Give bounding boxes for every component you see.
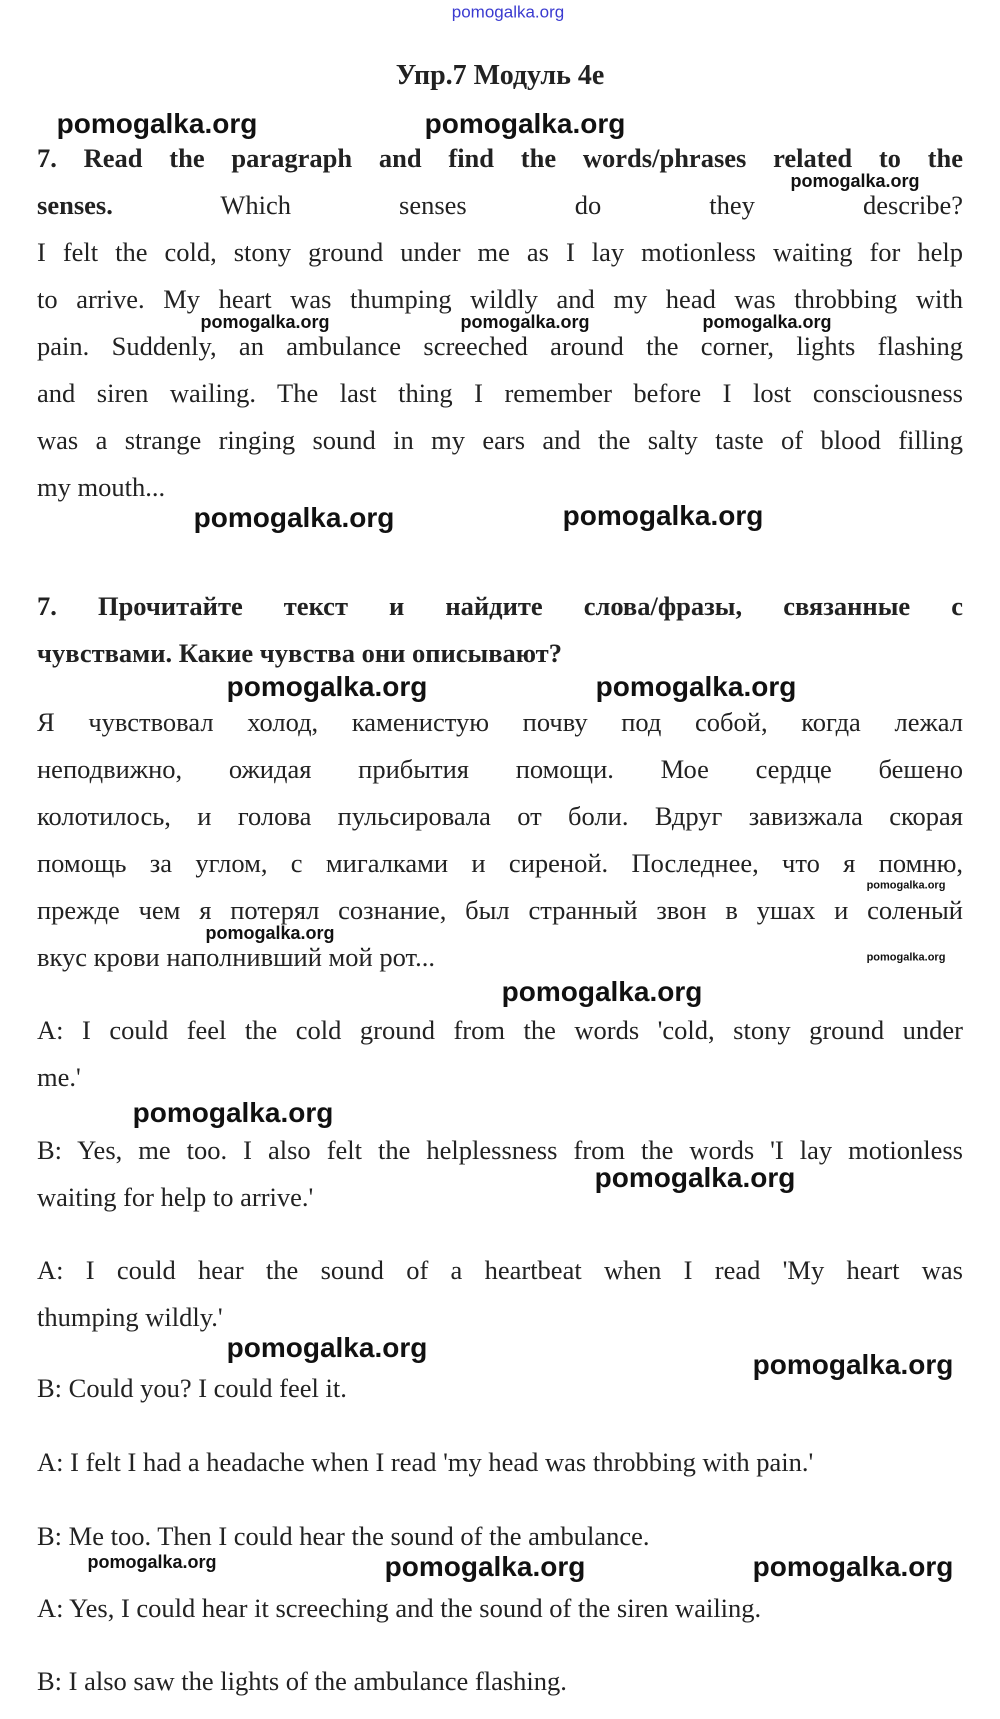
task-ru-heading-line: 7. Прочитайте текст и найдите слова/фразы, связанные с: [37, 590, 963, 621]
text-line: B: Me too. Then I could hear the sound of the ambulance.: [37, 1520, 650, 1551]
watermark: pomogalka.org: [226, 1332, 428, 1363]
page-title: Упр.7 Модуль 4е: [395, 60, 605, 91]
text-line: to arrive. My heart was thumping wildly and my head was throbbing with: [37, 283, 963, 314]
dialogue-line: [37, 1584, 963, 1641]
watermark: pomogalka.org: [132, 1097, 334, 1128]
text-line: thumping wildly.': [37, 1301, 223, 1332]
watermark: pomogalka.org: [702, 312, 832, 332]
dialogue-line: [37, 1246, 963, 1350]
task-en-heading-line: 7. Read the paragraph and find the words/phrases related to the: [37, 142, 963, 173]
watermark: pomogalka.org: [752, 1551, 954, 1582]
text-line: me.': [37, 1061, 81, 1092]
text-line: помощь за углом, с мигалками и сиреной. Последнее, что я помню,: [37, 847, 963, 878]
text-line: A: I could hear the sound of a heartbeat when I read 'My heart was: [37, 1254, 963, 1285]
watermark: pomogalka.org: [866, 879, 946, 892]
text-line: вкус крови наполнивший мой рот...: [37, 941, 435, 972]
watermark: pomogalka.org: [200, 312, 330, 332]
text-line: was a strange ringing sound in my ears and the salty taste of blood filling: [37, 424, 963, 455]
dialogue-line: [37, 1657, 963, 1714]
watermark: pomogalka.org: [87, 1552, 217, 1572]
task-ru-text: [37, 698, 963, 990]
watermark: pomogalka.org: [501, 976, 703, 1007]
text-line: A: I felt I had a headache when I read 'my head was throbbing with pain.': [37, 1446, 814, 1477]
dialogue-line: [37, 1126, 963, 1230]
text-line: waiting for help to arrive.': [37, 1181, 314, 1212]
heading-bold: senses.: [37, 189, 113, 220]
watermark: pomogalka.org: [594, 1162, 796, 1193]
dialogue-line: [37, 1006, 963, 1110]
watermark: pomogalka.org: [424, 108, 626, 139]
watermark: pomogalka.org: [193, 502, 395, 533]
text-line: прежде чем я потерял сознание, был странный звон в ушах и соленый: [37, 894, 963, 925]
task-ru: [37, 582, 963, 686]
text-line: and siren wailing. The last thing I remember before I lost consciousness: [37, 377, 963, 408]
watermark: pomogalka.org: [56, 108, 258, 139]
watermark: pomogalka.org: [752, 1349, 954, 1380]
task-ru-heading-line: чувствами. Какие чувства они описывают?: [37, 637, 562, 668]
text-line: my mouth...: [37, 471, 166, 502]
heading-rest: Which senses do they describe?: [112, 189, 963, 220]
watermark: pomogalka.org: [595, 671, 797, 702]
text-line: колотилось, и голова пульсировала от боли. Вдруг завизжала скорая: [37, 800, 963, 831]
text-line: неподвижно, ожидая прибытия помощи. Мое сердце бешено: [37, 753, 963, 784]
watermark: pomogalka.org: [384, 1551, 586, 1582]
text-line: pain. Suddenly, an ambulance screeched around the corner, lights flashing: [37, 330, 963, 361]
text-line: I felt the cold, stony ground under me as I lay motionless waiting for help: [37, 236, 963, 267]
text-line: B: Could you? I could feel it.: [37, 1372, 347, 1403]
text-line: A: Yes, I could hear it screeching and the sound of the siren wailing.: [37, 1592, 762, 1623]
watermark: pomogalka.org: [460, 312, 590, 332]
watermark: pomogalka.org: [790, 171, 920, 191]
task-en-heading-line: [37, 191, 963, 219]
text-line: A: I could feel the cold ground from the words 'cold, stony ground under: [37, 1014, 963, 1045]
dialogue-line: [37, 1438, 963, 1495]
text-line: B: Yes, me too. I also felt the helplessness from the words 'I lay motionless: [37, 1134, 963, 1165]
watermark: pomogalka.org: [866, 951, 946, 964]
watermark: pomogalka.org: [226, 671, 428, 702]
watermark: pomogalka.org: [205, 923, 335, 943]
text-line: B: I also saw the lights of the ambulance flashing.: [37, 1665, 567, 1696]
text-line: Я чувствовал холод, каменистую почву под собой, когда лежал: [37, 706, 963, 737]
watermark-top: pomogalka.org: [451, 2, 565, 22]
watermark: pomogalka.org: [562, 500, 764, 531]
